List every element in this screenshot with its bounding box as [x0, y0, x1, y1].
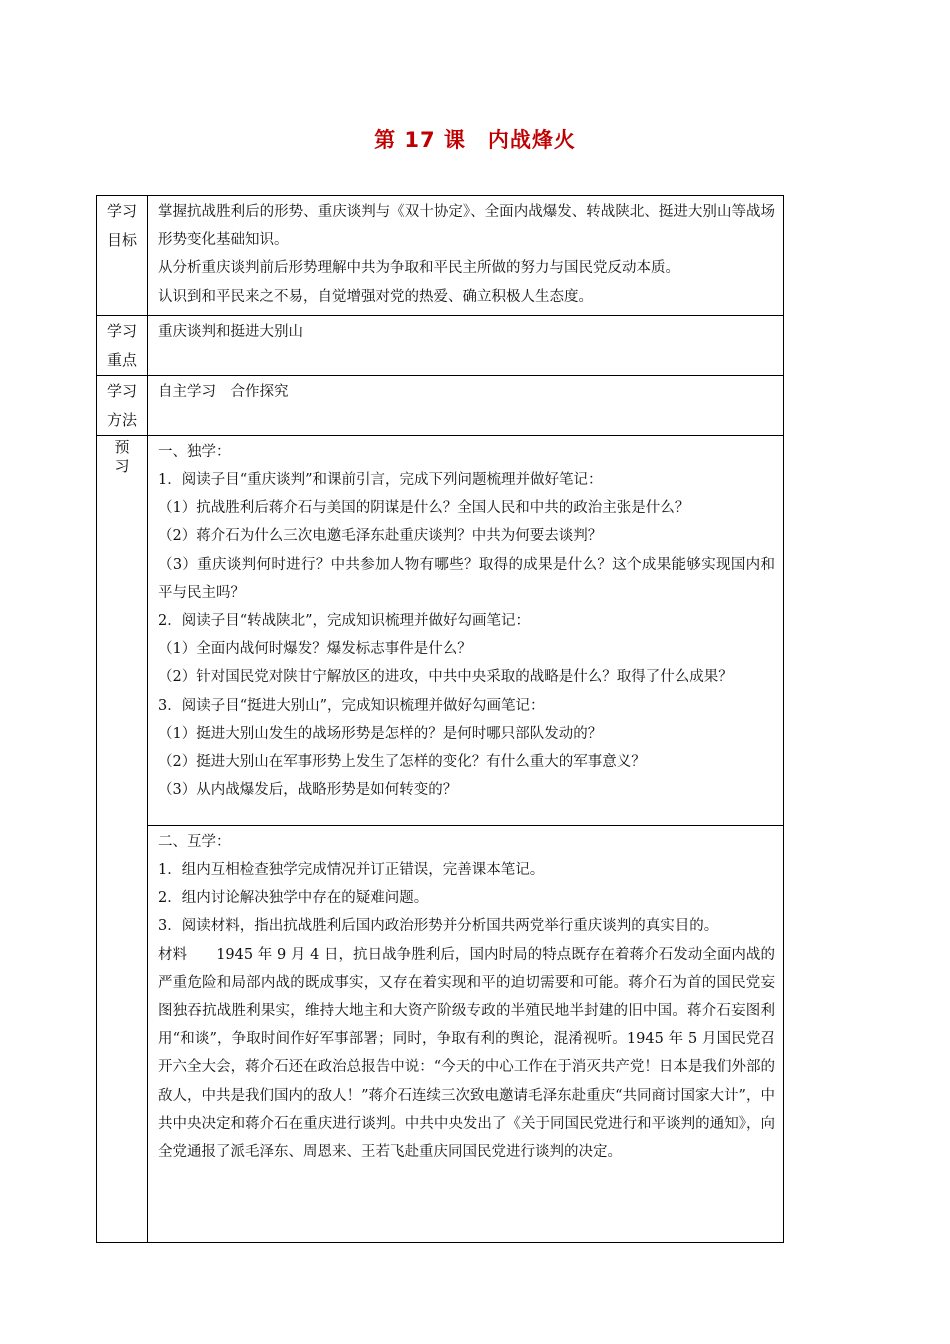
goal-line: 认识到和平民来之不易，自觉增强对党的热爱、确立积极人生态度。 [158, 288, 593, 305]
goal-line: 从分析重庆谈判前后形势理解中共为争取和平民主所做的努力与国民党反动本质。 [158, 260, 680, 277]
self-study-line: 1．阅读子目“重庆谈判”和课前引言，完成下列问题梳理并做好笔记： [158, 472, 603, 489]
self-study-content [148, 435, 784, 825]
focus-label [97, 315, 148, 375]
goals-content [148, 196, 784, 316]
goal-line: 掌握抗战胜利后的形势、重庆谈判与《双十协定》、全面内战爆发、转战陕北、挺进大别山等战场形势变化基础知识。 [158, 204, 775, 249]
focus-content [148, 315, 784, 375]
mutual-study-content [148, 825, 784, 1242]
method-label-line: 学习 [106, 381, 137, 400]
page-title: 第 17 课 内战烽火 [374, 128, 576, 152]
self-study-line: （2）挺进大别山在军事形势上发生了怎样的变化？有什么重大的军事意义？ [158, 754, 646, 771]
self-study-line: 3．阅读子目“挺进大别山”，完成知识梳理并做好勾画笔记： [158, 697, 545, 714]
self-study-line: （1）挺进大别山发生的战场形势是怎样的？是何时哪只部队发动的？ [158, 725, 603, 742]
self-study-line: （3）从内战爆发后，战略形势是如何转变的？ [158, 782, 458, 799]
method-content [148, 375, 784, 435]
method-label-line: 方法 [106, 410, 137, 429]
self-study-line: （2）针对国民党对陕甘宁解放区的进攻，中共中央采取的战略是什么？取得了什么成果？ [158, 669, 733, 686]
mutual-study-heading: 二、互学： [158, 833, 231, 850]
focus-label-line: 学习 [106, 321, 137, 340]
mutual-study-line: 1．组内互相检查独学完成情况并订正错误，完善课本笔记。 [158, 862, 545, 879]
goals-label-line: 学习 [106, 202, 137, 220]
goals-label-line: 目标 [106, 231, 137, 249]
focus-text: 重庆谈判和挺进大别山 [158, 323, 303, 340]
method-label [97, 375, 148, 435]
mutual-study-row [97, 825, 784, 1242]
self-study-line: （2）蒋介石为什么三次电邀毛泽东赴重庆谈判？中共为何要去谈判？ [158, 528, 603, 545]
mutual-study-line: 2．组内讨论解决独学中存在的疑难问题。 [158, 890, 429, 907]
method-row [97, 375, 784, 435]
focus-label-line: 重点 [106, 350, 137, 369]
preview-label-line: 习 [114, 456, 130, 475]
self-study-line: 2．阅读子目“转战陕北”，完成知识梳理并做好勾画笔记： [158, 613, 531, 630]
self-study-line: （1）抗战胜利后蒋介石与美国的阴谋是什么？全国人民和中共的政治主张是什么？ [158, 500, 690, 517]
self-study-row [97, 435, 784, 825]
goals-row [97, 196, 784, 316]
method-text: 自主学习 合作探究 [158, 383, 289, 400]
self-study-heading: 一、独学： [158, 443, 231, 460]
goals-label [97, 196, 148, 316]
material-paragraph: 材料 1945 年 9 月 4 日，抗日战争胜利后，国内时局的特点既存在着蒋介石发动全面内战的严重危险和局部内战的既成事实，又存在着实现和平的迫切需要和可能。蒋介石为首的国民党妄图独吞抗战胜利果实，维持大地主和大资产阶级专政的半殖民地半封建的旧中国。蒋介石妄图利用“和谈”，争取时间作好军事部署；同时，争取有利的舆论，混淆视听。1945 年 5 月国民党召开六全大会，蒋介石还在政治总报告中说：“今天的中心工作在于消灭共产党！日本是我们外部的敌人，中共是我们国内的敌人！”蒋介石连续三次致电邀请毛泽东赴重庆“共同商讨国家大计”，中共中央决定和蒋介石在重庆进行谈判。中共中央发出了《关于同国民党进行和平谈判的通知》，向全党通报了派毛泽东、周恩来、王若飞赴重庆同国民党进行谈判的决定。 [158, 946, 775, 1161]
self-study-line: （3）重庆谈判何时进行？中共参加人物有哪些？取得的成果是什么？这个成果能够实现国内和平与民主吗？ [158, 556, 775, 601]
preview-label [97, 435, 148, 1242]
focus-row [97, 315, 784, 375]
mutual-study-line: 3．阅读材料，指出抗战胜利后国内政治形势并分析国共两党举行重庆谈判的真实目的。 [158, 918, 719, 935]
lesson-plan-table [96, 195, 784, 1243]
self-study-line: （1）全面内战何时爆发？爆发标志事件是什么？ [158, 641, 472, 658]
preview-label-line: 预 [114, 437, 130, 456]
